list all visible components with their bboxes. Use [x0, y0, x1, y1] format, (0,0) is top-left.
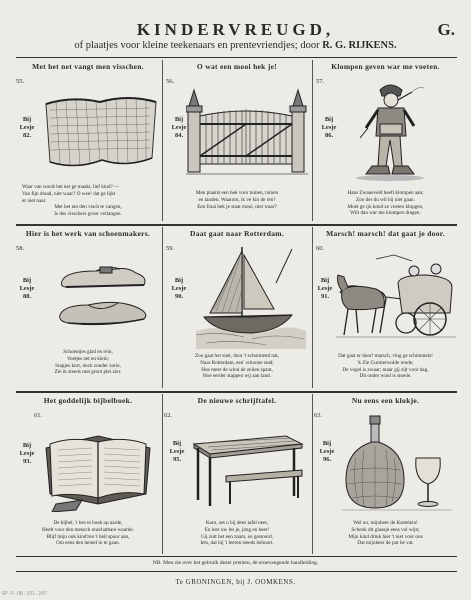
publisher-line: Te GRONINGEN, bij J. OOMKENS. — [175, 578, 296, 586]
page-title: KINDERVREUGD, — [136, 20, 335, 39]
verse-line: Schenk dit glaasje eens vol wijn; — [351, 526, 420, 533]
panel-carriage — [314, 227, 457, 389]
lesje-number: 90. — [174, 293, 184, 300]
verse-line: Dat mijnheer de pot be vat. — [357, 540, 414, 547]
panel-bottle — [314, 394, 457, 556]
lesje-number: 82. — [22, 132, 32, 139]
verse-line: Blijf mijn ook kind'ren 't heil spoor aan, — [46, 533, 130, 540]
verse-line: Gij zult het een zaam, en gestoord, — [200, 533, 274, 540]
lesje-reference — [16, 442, 38, 466]
subtitle — [10, 40, 461, 51]
lesje-reference — [168, 277, 190, 301]
verse-line: Zie ik steeds met groot plei zier. — [54, 369, 122, 376]
verse-line: Kom, zet u bij deez tafel neer, — [205, 520, 269, 526]
verse-line: Moet ge ijn kond ze voeten klopgen, — [347, 203, 424, 210]
verse-line: Waar van wordt het net ge maakt, lief kind? — — [22, 184, 120, 190]
row-divider-1 — [16, 224, 457, 226]
panel-verse — [314, 520, 457, 547]
lesje-bij: Bij — [320, 277, 330, 284]
lesje-word: Lesje — [171, 285, 187, 292]
verse-line: Een fraai hek je staat mooi, niet waar? — [197, 203, 277, 210]
verse-line: en landen. Waarom, ik ve kin de ren? — [198, 196, 276, 203]
panel-caption: Daat gaat naar Rotterdam. — [189, 229, 284, 238]
panel-verse — [16, 349, 160, 376]
column-divider — [162, 227, 163, 388]
panel-number: 61. — [34, 412, 43, 419]
lesje-number: 84. — [174, 132, 184, 139]
lesje-word: Lesje — [171, 124, 187, 131]
panel-verse — [314, 190, 457, 217]
verse-line: Van fijn draad, niet waar? O wee! dat ge lijkt — [22, 190, 116, 197]
panel-number: 62. — [164, 412, 173, 419]
fishing-net-illustration — [42, 88, 160, 176]
bottle-and-glass-illustration — [342, 414, 452, 512]
panel-number: 58. — [16, 245, 25, 252]
verse-line: Iets, dat bij 't leeren steeds behoort. — [200, 540, 274, 547]
verse-line: Om eens den hemel in te gaan. — [56, 540, 120, 547]
lesje-reference — [16, 277, 38, 301]
verse-line: Hoe eerder stappen wij aan land. — [203, 373, 271, 380]
panel-number: 60. — [316, 245, 325, 252]
panel-number: 56. — [166, 78, 175, 85]
lesje-bij: Bij — [22, 442, 32, 449]
footer-rule — [16, 571, 457, 572]
verse-line: Dit onder wind is stoede. — [359, 373, 412, 380]
verse-line: Voetjes net en klein; — [66, 355, 110, 362]
lesje-number: 88. — [22, 293, 32, 300]
panel-number: 59. — [166, 245, 175, 252]
panel-number: 55. — [16, 78, 25, 85]
column-divider — [312, 60, 313, 221]
panel-caption: Met het net vangt men visschen. — [32, 62, 144, 71]
lesje-word: Lesje — [319, 448, 335, 455]
bottom-rule — [16, 556, 457, 557]
verse-line: Met het net den visch te vangen, — [54, 204, 122, 211]
lesje-bij: Bij — [174, 277, 184, 284]
lesje-number: 86. — [324, 132, 334, 139]
lesje-word: Lesje — [19, 450, 35, 457]
panel-caption: De nieuwe schrijftafel. — [197, 396, 277, 405]
panel-number: 57. — [316, 78, 325, 85]
lesje-reference — [316, 440, 338, 464]
lesje-number: 91. — [320, 293, 330, 300]
lesje-reference — [314, 277, 336, 301]
panel-verse — [16, 184, 160, 218]
verse-line: 'k Zie Gurmerwolde rende; — [357, 359, 414, 366]
panel-caption: O wat een mooi hek je! — [196, 62, 278, 71]
lesje-word: Lesje — [169, 448, 185, 455]
panel-caption: Hier is het werk van schoenmakers. — [25, 229, 151, 238]
sailboat-illustration — [196, 243, 306, 349]
column-divider — [312, 394, 313, 554]
boy-in-clogs-illustration — [350, 78, 440, 182]
verse-line: Hoe meer de wind de zeilen spant, — [201, 366, 273, 373]
lesje-word: Lesje — [317, 285, 333, 292]
lesje-bij: Bij — [324, 116, 334, 123]
verse-line: Heeft voor den mensch onschatbare waarde. — [42, 526, 134, 533]
panel-verse — [314, 353, 457, 380]
panel-verse — [16, 520, 160, 547]
verse-line: Zoo der du wil hij niet gaan. — [356, 196, 415, 203]
verse-line: Stapjes kort, doch zonder zorie, — [55, 362, 121, 369]
verse-line: En leer uw les je, jong en heer! — [204, 526, 270, 533]
column-divider — [162, 60, 163, 221]
lesje-bij: Bij — [322, 440, 332, 447]
lesje-word: Lesje — [321, 124, 337, 131]
lesje-bij: Bij — [22, 116, 32, 123]
panel-number: 63. — [314, 412, 323, 419]
author-name: R. G. RIJKENS. — [322, 40, 397, 51]
panel-caption: Het goddelijk bijbelboek. — [43, 396, 133, 405]
verse-line: De vogel is zwaar; maar gij zijt voor dag, — [342, 366, 429, 373]
panel-fishing-net — [16, 60, 160, 222]
verse-line: Zoo gaat het snel, door 't schuimend nat, — [194, 353, 280, 359]
shoes-illustration — [56, 263, 152, 333]
panel-shoes — [16, 227, 160, 389]
lesje-number: 93. — [22, 458, 32, 465]
gate-illustration — [186, 84, 308, 182]
verse-line: Wilt dan war me klompen dragen. — [350, 210, 421, 217]
panel-caption: Nu eens een klokje. — [351, 396, 420, 405]
verse-line: De bijbel, 't bes te boek op aarde, — [53, 520, 123, 526]
panel-sailboat — [164, 227, 310, 389]
verse-line: Naar Rotterdam, een' schoone stad; — [200, 359, 274, 366]
row-divider-2 — [16, 391, 457, 393]
lesje-reference — [16, 116, 38, 140]
verse-line: er niet naar. — [22, 197, 47, 204]
horse-carriage-illustration — [336, 253, 456, 345]
panel-caption: Marsch! marsch! dat gaat je door. — [326, 229, 445, 238]
footnote: NB. Men zie over het gebruik dezer prenten, de ernevangende handleiding. — [152, 560, 319, 566]
subtitle-text: of plaatjes voor kleine teekenaars en prentevriendjes; door — [74, 40, 320, 51]
lesje-number: 95. — [172, 456, 182, 463]
lesje-bij: Bij — [22, 277, 32, 284]
catalog-stamp: RP-P-OB-201.247 — [2, 591, 48, 597]
print-sheet — [10, 8, 461, 590]
verse-line: Is des visschers groot verlangen. — [54, 211, 122, 218]
lesje-number: 96. — [322, 456, 332, 463]
lesje-bij: Bij — [174, 116, 184, 123]
open-bible-illustration — [42, 424, 154, 512]
panel-gate — [164, 60, 310, 222]
panel-verse — [164, 520, 310, 547]
panel-writing-table — [164, 394, 310, 556]
verse-line: Wel nu, mijnheer de Kastelein! — [353, 520, 418, 526]
column-divider — [162, 394, 163, 554]
panel-caption: Klompen geven war me voeten. — [331, 62, 440, 71]
panel-verse — [164, 190, 310, 210]
panel-bible — [16, 394, 160, 556]
verse-line: Dat gaat er door! marsch, vlug ge schimmels! — [338, 353, 433, 359]
verse-line: Schoentjes glad en rein, — [63, 349, 113, 355]
lesje-reference — [318, 116, 340, 140]
verse-line: Men plaatst een hek voor tuinen, tuinen — [195, 190, 279, 196]
sheet-letter: G. — [437, 20, 455, 39]
lesje-reference — [166, 440, 188, 464]
writing-table-illustration — [190, 434, 306, 510]
verse-line: Hans Zwaneveld heeft klompen aan; — [347, 190, 424, 196]
lesje-bij: Bij — [172, 440, 182, 447]
lesje-word: Lesje — [19, 124, 35, 131]
panel-clogs — [314, 60, 457, 222]
panel-verse — [164, 353, 310, 380]
verse-line: Mijn kind drink hier 't niet voor ons — [348, 533, 423, 540]
lesje-word: Lesje — [19, 285, 35, 292]
column-divider — [312, 227, 313, 388]
top-rule — [16, 57, 457, 58]
